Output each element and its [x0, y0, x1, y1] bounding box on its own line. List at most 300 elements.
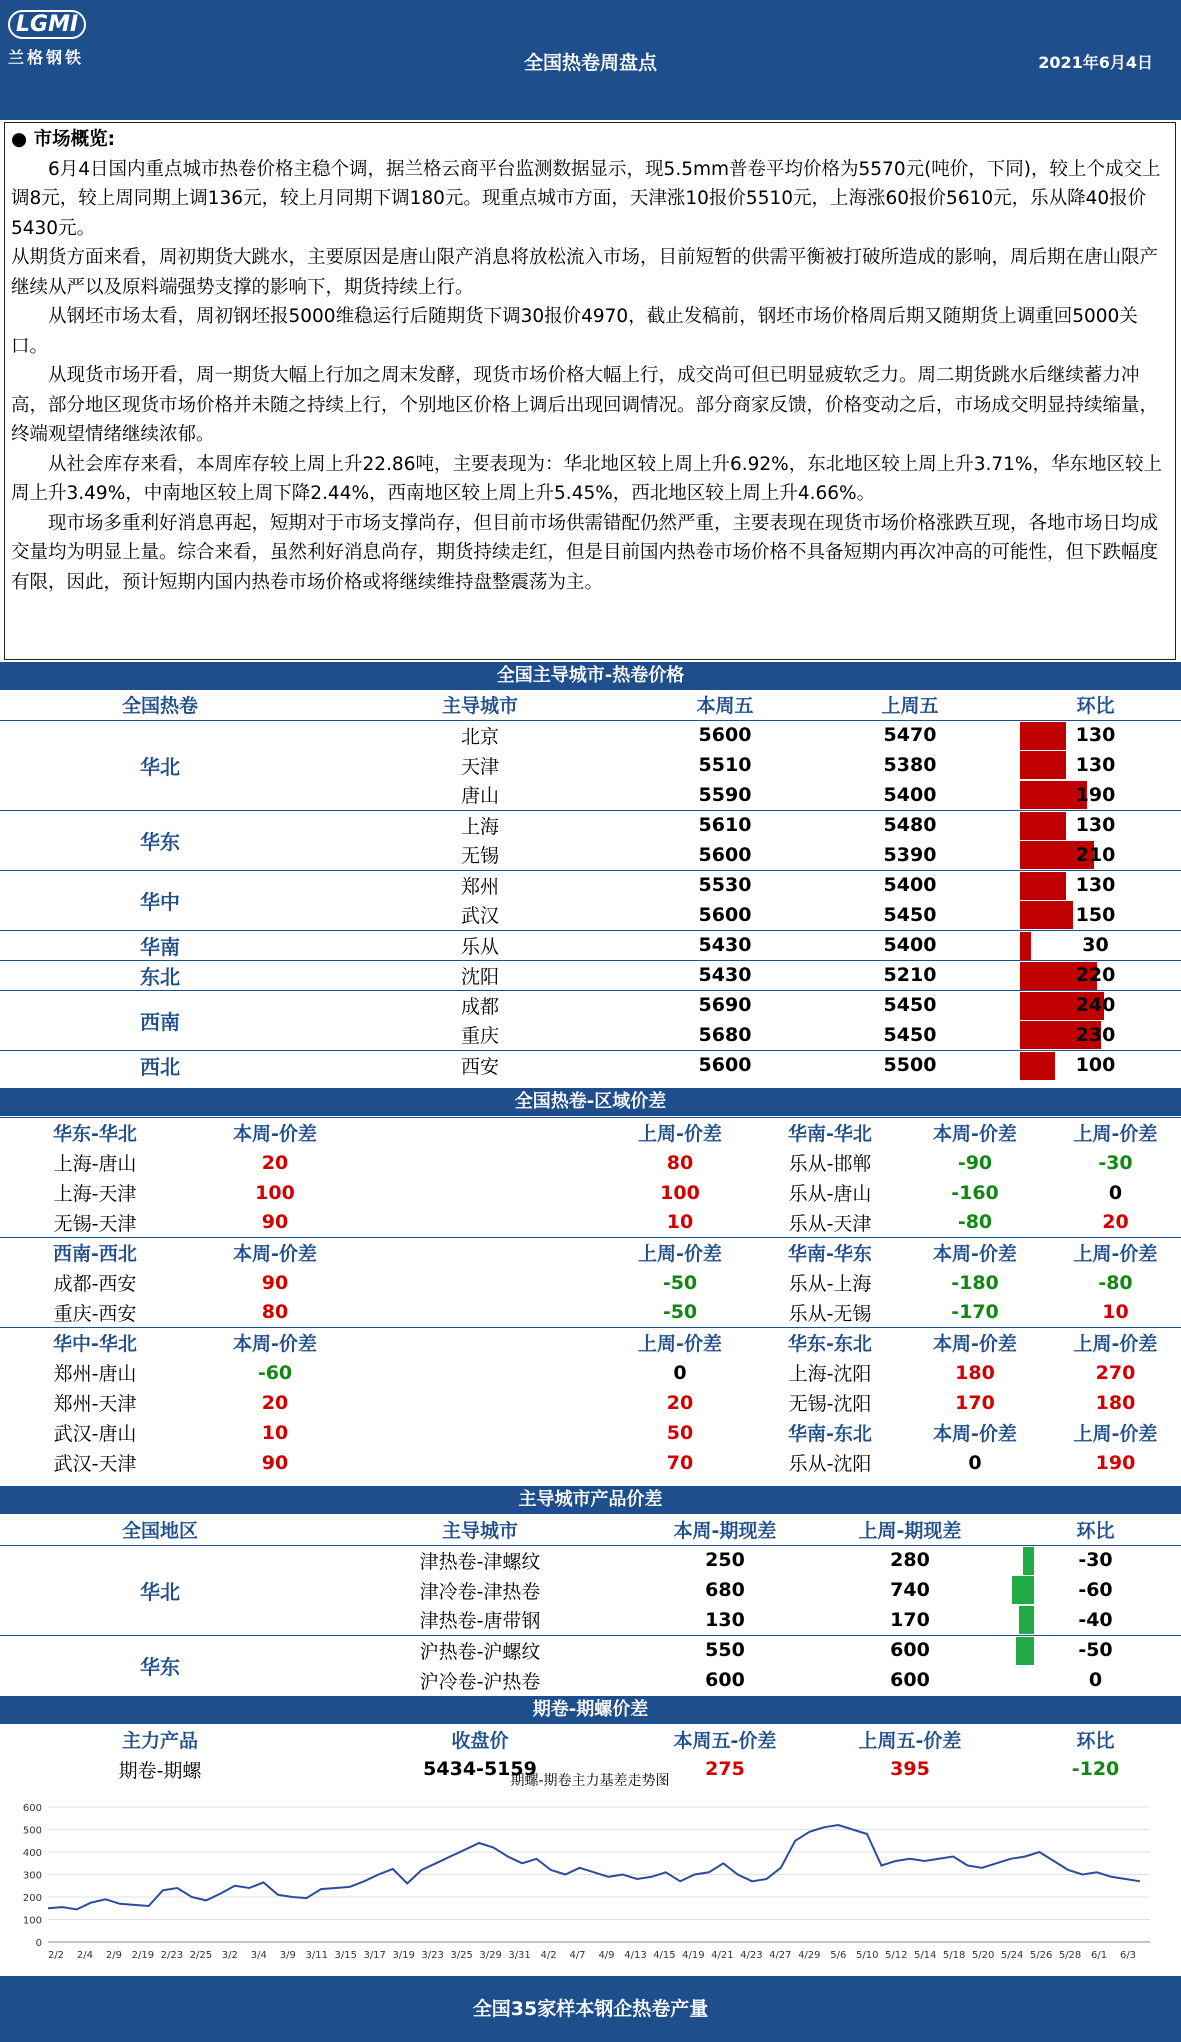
- spread-this-week: 90: [261, 1451, 289, 1474]
- table-row: [0, 720, 1181, 750]
- spread-this-week: 20: [261, 1151, 289, 1174]
- spread-this-week: 250: [705, 1549, 745, 1572]
- x-tick-label: 3/17: [363, 1950, 386, 1961]
- spacer: [360, 1448, 600, 1478]
- overview-paragraph: 从钢坯市场太看，周初钢坯报5000维稳运行后随期货下调30报价4970，截止发稿前，钢坯市场价格周后期又随期货上调重回5000关口。: [11, 306, 1138, 357]
- city-name: 郑州: [460, 875, 499, 898]
- x-tick-label: 4/29: [798, 1950, 821, 1961]
- change-bar: [1020, 901, 1073, 929]
- spread-header-row: [0, 1118, 1181, 1148]
- column-header: 本周五: [696, 695, 754, 718]
- spread-this-week: 10: [261, 1421, 289, 1444]
- spread-this-week: -180: [951, 1271, 999, 1294]
- table-row: [0, 1178, 1181, 1208]
- x-tick-label: 3/29: [479, 1950, 502, 1961]
- city-pair: 乐从-天津: [788, 1212, 872, 1235]
- change-cell: [1010, 810, 1181, 840]
- price-this-week: 5600: [698, 843, 752, 866]
- change-cell: [1010, 870, 1181, 900]
- column-header: 本周-价差: [933, 1333, 1017, 1356]
- change-cell: [1010, 1020, 1181, 1050]
- spread-this-week: -160: [951, 1181, 999, 1204]
- price-last-week: 5500: [883, 1054, 937, 1077]
- region-spread-table: [0, 1117, 1181, 1478]
- logo-cn: 兰格钢铁: [8, 48, 85, 67]
- pair-group-label: 西南-西北: [53, 1243, 137, 1266]
- city-name: 重庆: [460, 1025, 499, 1048]
- city-pair: 上海-天津: [53, 1183, 137, 1205]
- x-tick-label: 4/27: [769, 1950, 792, 1961]
- change-bar: [1016, 1637, 1034, 1665]
- table-row: [0, 930, 1181, 960]
- change-value: -60: [1078, 1579, 1113, 1601]
- column-header: 主力产品: [121, 1729, 198, 1752]
- change-value: 100: [1075, 1054, 1116, 1077]
- price-this-week: 5600: [698, 724, 752, 747]
- column-header: 环比: [1076, 1729, 1115, 1752]
- city-pair: 成都-西安: [53, 1273, 137, 1295]
- city-name: 西安: [460, 1055, 499, 1078]
- pair-group-label: 华南-东北: [788, 1423, 872, 1445]
- overview-paragraph: 6月4日国内重点城市热卷价格主稳个调，据兰格云商平台监测数据显示，现5.5mm普卷平均价格为5570元(吨价，下同)，较上个成交上调8元，较上周同期上调136元，较上月同期下调180元。现重点城市方面，天津涨10报价5510元，上海涨60报价5610元，乐从降40报价5430元。: [11, 158, 1161, 239]
- spread-this-week: -60: [257, 1361, 293, 1384]
- city-prices-header-row: [0, 690, 1181, 720]
- page-header: [0, 0, 1181, 120]
- product-pair: 津冷卷-津热卷: [419, 1580, 541, 1603]
- spread-header-row: [0, 1328, 1181, 1358]
- product-pair: 沪冷卷-沪热卷: [419, 1670, 541, 1693]
- x-tick-label: 4/23: [740, 1950, 763, 1961]
- change-cell: [1010, 750, 1181, 780]
- city-name: 北京: [460, 725, 499, 748]
- footer-title: 全国35家样本钢企热卷产量: [0, 1976, 1181, 2042]
- change-value: 210: [1075, 843, 1116, 866]
- futures-title: 期卷-期螺价差: [0, 1696, 1181, 1724]
- basis-chart: [0, 1757, 1181, 1972]
- change-cell: [1010, 900, 1181, 930]
- change-cell: [1010, 720, 1181, 750]
- spread-this-week: 90: [261, 1271, 289, 1294]
- change-cell: [1010, 990, 1181, 1020]
- column-header: 上周-价差: [1073, 1243, 1158, 1266]
- spread-last-week: 0: [673, 1361, 687, 1384]
- x-tick-label: 6/1: [1090, 1950, 1108, 1961]
- city-pair: 武汉-唐山: [53, 1423, 137, 1445]
- spread-this-week: 130: [705, 1608, 745, 1631]
- change-cell: [1010, 780, 1181, 810]
- x-tick-label: 3/15: [334, 1950, 357, 1961]
- column-header: 主导城市: [441, 1520, 518, 1543]
- x-tick-label: 6/3: [1119, 1950, 1137, 1961]
- price-this-week: 5610: [698, 814, 752, 837]
- spread-last-week: 10: [666, 1211, 694, 1234]
- column-header: 上周-价差: [638, 1333, 722, 1356]
- change-cell: [1010, 840, 1181, 870]
- city-pair: 郑州-天津: [53, 1393, 137, 1415]
- spread-last-week: 100: [660, 1181, 700, 1204]
- city-name: 乐从: [460, 935, 499, 958]
- price-last-week: 5210: [883, 964, 937, 986]
- price-last-week: 5400: [883, 874, 937, 897]
- y-tick-label: 100: [22, 1915, 42, 1927]
- change-value: -30: [1078, 1549, 1113, 1572]
- change-value: 130: [1075, 874, 1116, 897]
- region-label: 华中: [140, 889, 180, 914]
- city-name: 天津: [460, 755, 499, 778]
- market-overview: [4, 122, 1176, 660]
- city-name: 唐山: [460, 785, 499, 808]
- overview-paragraph: 现市场多重利好消息再起，短期对于市场支撑尚存，但目前市场供需错配仍然严重，主要表现在现货市场价格涨跌互现，各地市场日均成交量均为明显上量。综合来看，虽然利好消息尚存，期货持续走红，但是目前国内热卷市场价格不具备短期内再次冲高的可能性，但下跌幅度有限，因此，预计短期内国内热卷市场价格或将继续维持盘整震荡为主。: [11, 512, 1159, 593]
- spacer: [360, 1148, 600, 1178]
- spacer: [360, 1418, 600, 1448]
- x-tick-label: 5/18: [942, 1950, 966, 1961]
- spread-this-week: 680: [705, 1579, 745, 1601]
- region-spread-title: 全国热卷-区域价差: [0, 1088, 1181, 1116]
- region-label: 西南: [140, 1009, 180, 1034]
- x-tick-label: 2/23: [160, 1950, 184, 1961]
- spread-last-week: 280: [890, 1549, 930, 1572]
- change-value: 220: [1075, 964, 1116, 986]
- y-tick-label: 300: [22, 1870, 42, 1882]
- x-tick-label: 2/9: [105, 1950, 122, 1961]
- region-label: 华南: [140, 934, 180, 959]
- region-label: 华东: [140, 1654, 180, 1679]
- page-title: 全国热卷周盘点: [523, 52, 657, 74]
- change-value: 190: [1075, 783, 1116, 806]
- price-this-week: 5430: [698, 964, 752, 986]
- city-pair: 重庆-西安: [53, 1302, 137, 1325]
- change-value: 0: [1088, 1669, 1103, 1691]
- x-tick-label: 3/2: [221, 1950, 238, 1961]
- price-last-week: 5450: [883, 903, 937, 926]
- city-pair: 郑州-唐山: [53, 1363, 137, 1385]
- product-pair: 沪热卷-沪螺纹: [419, 1640, 541, 1663]
- column-header: 上周-价差: [638, 1243, 722, 1266]
- spread-last-week: 600: [890, 1639, 930, 1662]
- y-tick-label: 600: [22, 1803, 42, 1814]
- product-pair: 津热卷-津螺纹: [419, 1550, 541, 1573]
- column-header: 本周五-价差: [673, 1729, 777, 1752]
- spacer: [360, 1208, 600, 1238]
- table-row: [0, 1388, 1181, 1418]
- change-bar: [1020, 751, 1066, 779]
- change-value: 130: [1075, 724, 1116, 747]
- y-tick-label: 0: [35, 1938, 42, 1949]
- change-cell: [1010, 960, 1181, 990]
- y-tick-label: 500: [22, 1825, 42, 1837]
- table-row: [0, 1298, 1181, 1328]
- table-row: [0, 1635, 1181, 1665]
- column-header: 本周-价差: [233, 1123, 317, 1146]
- change-bar: [1020, 1052, 1055, 1080]
- price-this-week: 5600: [698, 1054, 752, 1077]
- city-prices-title: 全国主导城市-热卷价格: [0, 662, 1181, 690]
- column-header: 上周-期现差: [858, 1520, 962, 1543]
- city-pair: 乐从-无锡: [788, 1302, 872, 1325]
- city-pair: 乐从-沈阳: [788, 1453, 872, 1475]
- change-value: -120: [1071, 1758, 1120, 1780]
- y-tick-label: 200: [22, 1893, 42, 1904]
- price-last-week: 5480: [883, 814, 937, 837]
- change-cell: [1010, 1605, 1181, 1635]
- change-value: 240: [1075, 994, 1116, 1017]
- price-this-week: 5430: [698, 934, 752, 956]
- overview-paragraph: 从现货市场开看，周一期货大幅上行加之周末发酵，现货市场价格大幅上行，成交尚可但已明显疲软乏力。周二期货跳水后继续蓄力冲高，部分地区现货市场价格并未随之持续上行，个别地区价格上调后出现回调情况。部分商家反馈，价格变动之后，市场成交明显持续缩量，终端观望情绪继续浓郁。: [11, 365, 1159, 445]
- column-header: 本周-价差: [233, 1243, 317, 1266]
- city-pair: 乐从-邯郸: [788, 1153, 872, 1175]
- x-tick-label: 4/9: [598, 1950, 615, 1961]
- x-tick-label: 4/2: [540, 1950, 557, 1961]
- basis-chart-svg: [0, 1757, 1181, 1972]
- change-bar: [1020, 812, 1066, 840]
- column-header: 上周五: [881, 695, 939, 718]
- x-tick-label: 5/26: [1029, 1950, 1053, 1961]
- product-pair: 津热卷-唐带钢: [419, 1610, 541, 1633]
- table-row: [0, 810, 1181, 840]
- region-label: 东北: [140, 964, 180, 989]
- city-name: 武汉: [460, 905, 499, 928]
- x-tick-label: 5/10: [856, 1950, 879, 1961]
- spacer: [360, 1358, 600, 1388]
- change-value: 30: [1082, 934, 1109, 956]
- spread-this-week: 90: [261, 1211, 289, 1234]
- price-last-week: 5400: [883, 934, 937, 956]
- x-tick-label: 2/25: [189, 1950, 213, 1961]
- spacer: [360, 1298, 600, 1328]
- price-last-week: 5470: [883, 724, 937, 747]
- product-spread-header-row: [0, 1515, 1181, 1545]
- price-this-week: 5600: [698, 903, 752, 926]
- x-tick-label: 3/11: [305, 1950, 328, 1961]
- spread-this-week: 180: [955, 1361, 995, 1384]
- spread-this-week: 170: [955, 1391, 995, 1414]
- change-cell: [1010, 1635, 1181, 1665]
- x-tick-label: 3/19: [392, 1950, 415, 1961]
- column-header: 主导城市: [441, 695, 518, 718]
- pair-group-label: 华东-华北: [53, 1123, 137, 1146]
- spacer: [360, 1178, 600, 1208]
- region-label: 华北: [140, 754, 180, 779]
- region-label: 华北: [140, 1579, 180, 1604]
- pair-group-label: 华东-东北: [788, 1333, 872, 1356]
- change-cell: [1010, 1665, 1181, 1695]
- x-tick-label: 5/24: [1000, 1950, 1024, 1961]
- pair-group-label: 华南-华东: [788, 1243, 872, 1266]
- city-pair: 无锡-天津: [53, 1212, 137, 1235]
- column-header: 环比: [1076, 1520, 1115, 1543]
- change-bar: [1020, 722, 1066, 750]
- change-value: -50: [1078, 1639, 1113, 1662]
- spread-last-week: 270: [1095, 1361, 1136, 1384]
- spacer: [360, 1268, 600, 1298]
- table-row: [0, 1358, 1181, 1388]
- city-pair: 武汉-天津: [53, 1453, 137, 1475]
- column-header: [360, 1118, 600, 1148]
- spread-this-week: 275: [705, 1758, 745, 1780]
- column-header: 上周五-价差: [858, 1729, 962, 1752]
- change-value: 230: [1075, 1023, 1116, 1046]
- spread-this-week: 550: [705, 1639, 745, 1662]
- change-cell: [1010, 1050, 1181, 1080]
- x-tick-label: 4/13: [624, 1950, 647, 1961]
- column-header: [360, 1238, 600, 1268]
- overview-paragraph: 从社会库存来看，本周库存较上周上升22.86吨，主要表现为：华北地区较上周上升6.92%，东北地区较上周上升3.71%，华东地区较上周上升3.49%，中南地区较上周下降2.44%，西南地区较上周上升5.45%，西北地区较上周上升4.66%。: [11, 453, 1163, 504]
- spread-last-week: 0: [1108, 1181, 1123, 1204]
- city-pair: 上海-沈阳: [788, 1363, 872, 1385]
- spread-last-week: 10: [1102, 1301, 1129, 1324]
- change-value: 150: [1075, 903, 1116, 926]
- city-pair: 无锡-沈阳: [788, 1393, 872, 1415]
- table-row: [0, 990, 1181, 1020]
- price-last-week: 5400: [883, 783, 937, 806]
- city-pair: 乐从-唐山: [788, 1183, 872, 1205]
- region-label: 华东: [140, 829, 180, 854]
- report-date: 2021年6月4日: [1038, 53, 1153, 72]
- price-last-week: 5390: [883, 843, 937, 866]
- table-row: [0, 1148, 1181, 1178]
- column-header: 本周-价差: [933, 1123, 1017, 1146]
- x-tick-label: 5/6: [830, 1950, 847, 1961]
- spread-last-week: 20: [666, 1391, 694, 1414]
- spread-last-week: 395: [890, 1758, 930, 1780]
- price-this-week: 5590: [698, 783, 752, 806]
- x-tick-label: 4/15: [653, 1950, 676, 1961]
- spread-last-week: -80: [1098, 1271, 1133, 1294]
- pair-group-label: 华中-华北: [53, 1333, 137, 1356]
- product-name: 期卷-期螺: [118, 1759, 202, 1782]
- city-name: 成都: [460, 995, 499, 1018]
- x-tick-label: 2/19: [131, 1950, 155, 1961]
- spread-last-week: 80: [666, 1151, 694, 1174]
- price-this-week: 5690: [698, 994, 752, 1017]
- x-tick-label: 3/9: [279, 1950, 296, 1961]
- column-header: 环比: [1076, 695, 1115, 718]
- x-tick-label: 2/4: [76, 1950, 94, 1961]
- spread-this-week: 80: [261, 1301, 289, 1324]
- spread-header-row: [0, 1238, 1181, 1268]
- spacer: [360, 1388, 600, 1418]
- chart-title: 期螺-期卷主力基差走势图: [510, 1773, 670, 1789]
- column-header: 上周-价差: [638, 1123, 722, 1146]
- spread-this-week: -170: [951, 1301, 999, 1324]
- closing-price: 5434-5159: [423, 1758, 537, 1780]
- spread-last-week: 50: [666, 1421, 694, 1444]
- column-header: 本周-价差: [933, 1243, 1017, 1266]
- x-tick-label: 5/12: [884, 1950, 908, 1961]
- price-last-week: 5450: [883, 1023, 937, 1046]
- spread-this-week: 100: [255, 1181, 295, 1204]
- y-tick-label: 400: [22, 1848, 42, 1859]
- price-this-week: 5510: [698, 754, 752, 776]
- spread-last-week: 20: [1102, 1211, 1129, 1234]
- table-row: [0, 870, 1181, 900]
- x-tick-label: 4/19: [682, 1950, 705, 1961]
- column-header: 上周-价差: [1073, 1423, 1158, 1445]
- change-value: 130: [1075, 754, 1116, 776]
- change-value: -40: [1078, 1608, 1113, 1631]
- column-header: 本周-价差: [933, 1423, 1017, 1445]
- overview-paragraph: 从期货方面来看，周初期货大跳水，主要原因是唐山限产消息将放松流入市场，目前短暂的供需平衡被打破所造成的影响，周后期在唐山限产继续从严以及原料端强势支撑的影响下，期货持续上行。: [11, 247, 1159, 298]
- price-last-week: 5450: [883, 994, 937, 1017]
- table-row: [0, 1050, 1181, 1080]
- spread-last-week: 170: [890, 1608, 930, 1631]
- change-cell: [1010, 930, 1181, 960]
- spread-last-week: -50: [662, 1301, 698, 1324]
- change-bar: [1019, 1606, 1034, 1634]
- price-last-week: 5380: [883, 754, 937, 776]
- x-tick-label: 4/21: [711, 1950, 734, 1961]
- spread-this-week: -90: [957, 1151, 993, 1174]
- table-row: [0, 1268, 1181, 1298]
- logo-text: LGMI: [8, 10, 86, 39]
- spread-this-week: -80: [957, 1211, 993, 1234]
- spread-this-week: 0: [968, 1451, 982, 1474]
- city-pair: 乐从-上海: [788, 1273, 872, 1295]
- product-spread-title: 主导城市产品价差: [0, 1486, 1181, 1514]
- x-tick-label: 4/7: [569, 1950, 586, 1961]
- x-tick-label: 5/14: [913, 1950, 937, 1961]
- spread-last-week: 180: [1095, 1391, 1136, 1414]
- table-row: [0, 1545, 1181, 1575]
- spread-last-week: 70: [666, 1451, 694, 1474]
- city-name: 无锡: [460, 845, 499, 868]
- overview-heading: ● 市场概览:: [11, 129, 115, 150]
- change-value: 130: [1075, 814, 1116, 837]
- city-pair: 上海-唐山: [53, 1153, 137, 1175]
- futures-header-row: [0, 1724, 1181, 1754]
- column-header: [360, 1328, 600, 1358]
- column-header: 本周-价差: [233, 1333, 317, 1356]
- table-row: [0, 960, 1181, 990]
- table-row: [0, 1418, 1181, 1448]
- spread-last-week: 740: [890, 1579, 930, 1601]
- x-tick-label: 5/20: [971, 1950, 995, 1961]
- region-label: 西北: [140, 1054, 180, 1079]
- table-row: [0, 1448, 1181, 1478]
- city-name: 沈阳: [460, 965, 499, 988]
- price-this-week: 5680: [698, 1023, 752, 1046]
- pair-group-label: 华南-华北: [788, 1123, 872, 1146]
- column-header: 全国热卷: [121, 695, 198, 718]
- change-bar: [1023, 1547, 1034, 1575]
- x-tick-label: 3/23: [421, 1950, 444, 1961]
- price-this-week: 5530: [698, 874, 752, 897]
- x-tick-label: 3/25: [450, 1950, 473, 1961]
- spread-last-week: 600: [890, 1669, 930, 1691]
- spread-last-week: 190: [1095, 1451, 1136, 1474]
- column-header: 收盘价: [451, 1729, 509, 1752]
- x-tick-label: 2/2: [47, 1950, 65, 1961]
- city-prices-table: [0, 690, 1181, 1080]
- change-bar: [1012, 1576, 1034, 1604]
- spread-this-week: 600: [705, 1669, 745, 1691]
- x-tick-label: 3/4: [250, 1950, 267, 1961]
- x-tick-label: 3/31: [508, 1950, 531, 1961]
- column-header: 上周-价差: [1073, 1333, 1158, 1356]
- spread-last-week: -50: [662, 1271, 698, 1294]
- change-cell: [1010, 1545, 1181, 1575]
- table-row: [0, 1208, 1181, 1238]
- change-bar: [1020, 932, 1031, 960]
- change-cell: [1010, 1575, 1181, 1605]
- column-header: 本周-期现差: [673, 1520, 777, 1543]
- product-spread-table: [0, 1515, 1181, 1695]
- change-bar: [1020, 872, 1066, 900]
- city-name: 上海: [460, 815, 499, 838]
- column-header: 上周-价差: [1073, 1123, 1158, 1146]
- spread-last-week: -30: [1098, 1151, 1133, 1174]
- column-header: 全国地区: [121, 1520, 198, 1543]
